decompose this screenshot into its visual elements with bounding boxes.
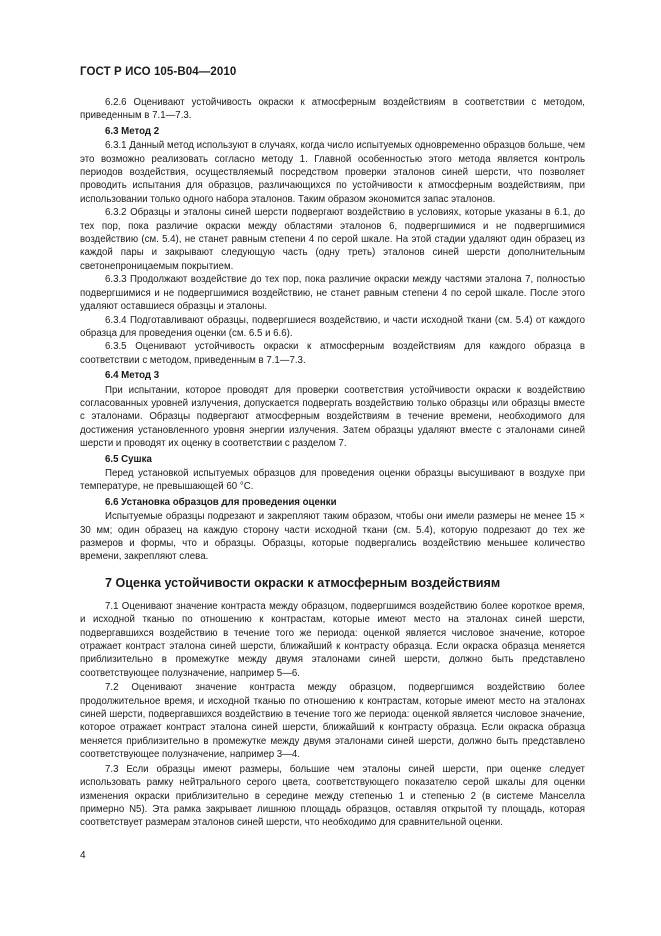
paragraph-6-6: Испытуемые образцы подрезают и закрепляют таким образом, чтобы они имели размеры не менее 15 × 30 мм; один образец на каждую сторону части исходной ткани (см. 5.4), которую подрезают до тех же размеров и формы, что и образцы. Образцы, которые подвергались воздействию меньшее количество времени, закрепляют слева. <box>80 511 585 563</box>
heading-6-3: 6.3 Метод 2 <box>105 125 160 137</box>
paragraph-6-3-4: 6.3.4 Подготавливают образцы, подвергшиеся воздействию, и части исходной ткани (см. 5.4) от каждого образца для проведения оценки (см. 6.5 и 6.6). <box>80 314 585 339</box>
page-number: 4 <box>80 850 86 861</box>
heading-6-4: 6.4 Метод 3 <box>105 370 160 382</box>
paragraph-6-3-2: 6.3.2 Образцы и эталоны синей шерсти подвергают воздействию в условиях, которые указаны в 6.1, до тех пор, пока различие окраски между областями эталонов 6, подвергшимися и не подвергшимися воздействию (см. 5.4), не станет равным степени 4 по серой шкале. На этой стадии удаляют один образец из каждой пары и закрывают следующую часть (одну треть) эталонов синей шерсти дополнительным светонепроницаемым покрытием. <box>80 207 585 272</box>
heading-6-5: 6.5 Сушка <box>105 453 152 465</box>
paragraph-6-2-6: 6.2.6 Оценивают устойчивость окраски к атмосферным воздействиям в соответствии с методом, приведенным в 7.1—7.3. <box>80 97 585 122</box>
paragraph-6-3-3: 6.3.3 Продолжают воздействие до тех пор, пока различие окраски между частями эталона 7, полностью подвергшимися и не подвергшимися воздействию, не станет равным степени 4 по серой шкале. После этого удаляют оставшиеся образцы и эталоны. <box>80 274 585 313</box>
paragraph-7-1: 7.1 Оценивают значение контраста между образцом, подвергшимся воздействию более короткое время, и исходной тканью по отношению к контрастам, которые имеют место на эталонах синей шерсти, подвергавшихся воздействию в течение того же периода: оценкой является числовое значение, которое отражает контраст эталона синей шерсти, ближайший к контрасту образца. Если окраска образца меняется приблизительно в промежутке между двумя эталонами синей шерсти, должно быть представлено соответствующее полузначение, например 5—6. <box>80 600 585 679</box>
document-body <box>80 96 585 830</box>
paragraph-6-3-5: 6.3.5 Оценивают устойчивость окраски к атмосферным воздействиям для каждого образца в соответствии с методом, приведенным в 7.1—7.3. <box>80 341 585 366</box>
document-header: ГОСТ Р ИСО 105-В04—2010 <box>80 66 237 78</box>
heading-6-6: 6.6 Установка образцов для проведения оценки <box>105 496 337 508</box>
paragraph-6-4: При испытании, которое проводят для проверки соответствия устойчивости окраски к воздействию согласованных уровней излучения, допускается подвергать воздействию только образцы или образцы вместе с эталонами. Образцы подвергают атмосферным воздействиям в течение времени, необходимого для достижения установленного уровня энергии излучения. Затем образцы удаляют вместе с эталонами синей шерсти и проводят их оценку в соответствии с разделом 7. <box>80 384 585 450</box>
paragraph-6-3-1: 6.3.1 Данный метод используют в случаях, когда число испытуемых одновременно образцов больше, чем это возможно реализовать согласно методу 1. Главной особенностью этого метода является контроль периодов воздействия, осуществляемый посредством проверки эталонов синей шерсти, что позволяет проводить испытания для образцов, различающихся по устойчивости к атмосферным воздействиям, при использовании только одного набора эталонов. Таким образом экономится запас эталонов. <box>80 140 585 205</box>
heading-section-7: 7 Оценка устойчивости окраски к атмосферным воздействиям <box>105 575 501 590</box>
paragraph-7-2: 7.2 Оценивают значение контраста между образцом, подвергшимся воздействию более продолжительное время, и исходной тканью по отношению к контрастам, которые имеют место на эталонах синей шерсти, подвергавшихся воздействию в течение того же периода: оценкой является числовое значение, которое отражает контраст эталона синей шерсти, ближайший к контрасту образца. Если окраска образца меняется приблизительно в промежутке между двумя эталонами синей шерсти, должно быть представлено соответствующее полузначение, например 3—4. <box>80 682 585 761</box>
paragraph-7-3: 7.3 Если образцы имеют размеры, большие чем эталоны синей шерсти, при оценке следует использовать рамку нейтрального серого цвета, соответствующего показателю серой шкалы для оценки изменения окраски приблизительно в середине между степенью 1 и степенью 2 (в системе Манселла примерно N5). Эта рамка закрывает лишнюю площадь образцов, оставляя открытой ту площадь, которая соответствует размерам эталонов синей шерсти, что необходимо для сравнительной оценки. <box>80 763 585 829</box>
paragraph-6-5: Перед установкой испытуемых образцов для проведения оценки образцы высушивают в воздухе при температуре, не превышающей 60 °С. <box>80 467 585 493</box>
